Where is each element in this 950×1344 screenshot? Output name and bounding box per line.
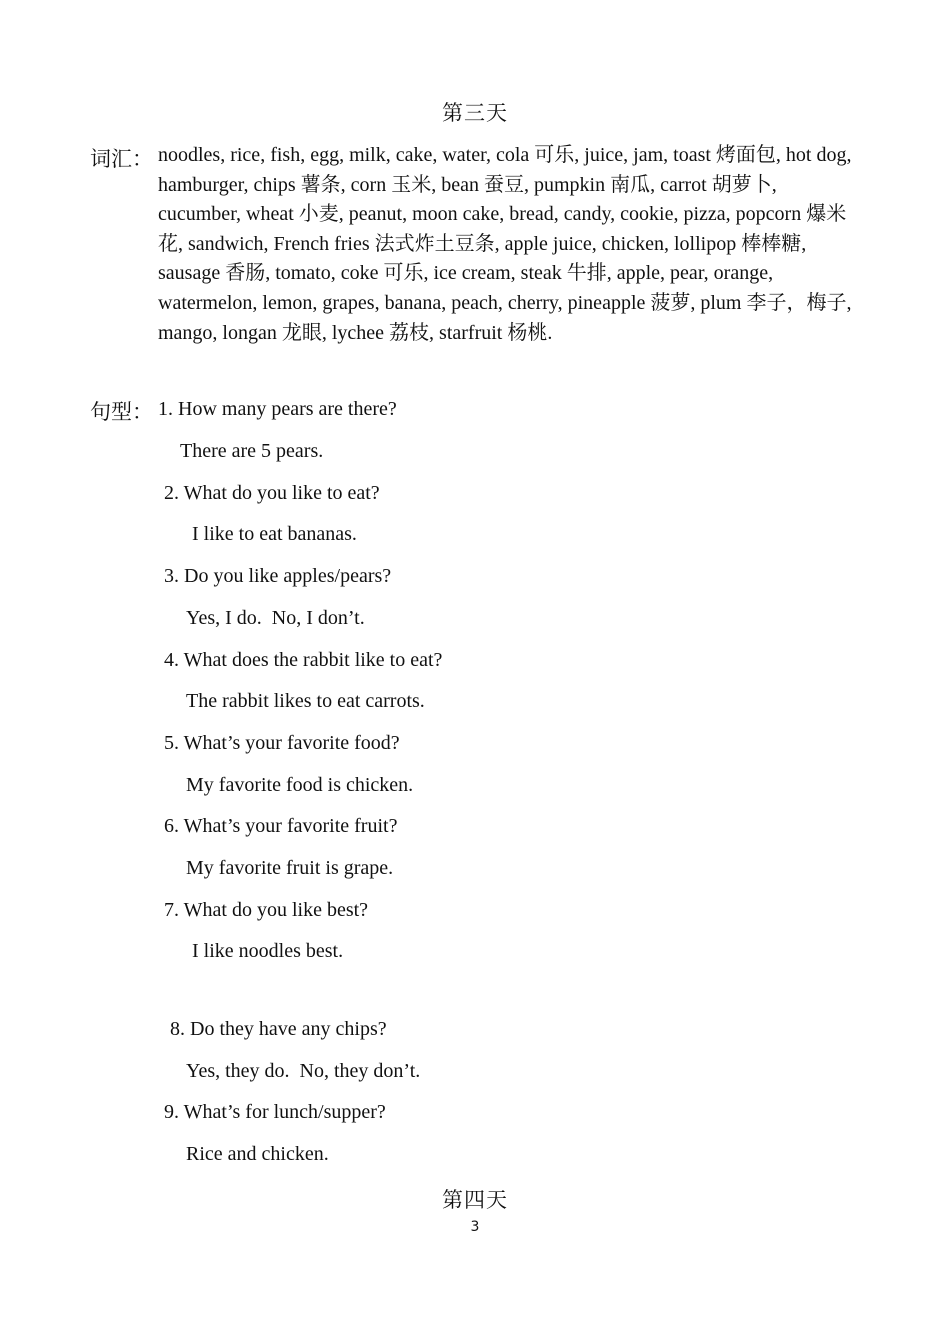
pattern-5-question: 5. What’s your favorite food? (164, 732, 400, 754)
pattern-9-answer: Rice and chicken. (186, 1143, 329, 1165)
pattern-label: 句型： (90, 400, 153, 424)
pattern-7-question: 7. What do you like best? (164, 899, 369, 921)
pattern-3-question: 3. Do you like apples/pears? (164, 565, 392, 587)
pattern-1-answer: There are 5 pears. (180, 440, 324, 462)
pattern-8-question: 8. Do they have any chips? (170, 1018, 387, 1040)
vocab-list: noodles, rice, fish, egg, milk, cake, water, cola 可乐, juice, jam, toast 烤面包, hot dog, hamburger, chips 薯条, corn 玉米, bean 蚕豆, pumpkin 南瓜, carrot 胡萝卜, cucumber, wheat 小麦, peanut, moon cake, bread, candy, cookie, pizza, popcorn 爆米花, sandwich, French fries 法式炸土豆条, apple juice, chicken, lollipop 棒棒糖, sausage 香肠, tomato, coke 可乐, ice cream, steak 牛排, apple, pear, orange, watermelon, lemon, grapes, banana, peach, cherry, pineapple 菠萝, plum 李子，梅子, mango, longan 龙眼, lychee 荔枝, starfruit 杨桃. (158, 144, 852, 344)
pattern-1-question: 1. How many pears are there? (158, 398, 397, 420)
pattern-2-answer: I like to eat bananas. (192, 523, 357, 545)
pattern-4-answer: The rabbit likes to eat carrots. (186, 690, 425, 712)
page-number: 3 (470, 1219, 480, 1235)
pattern-9-question: 9. What’s for lunch/supper? (164, 1101, 386, 1123)
day3-heading: 第三天 (442, 101, 508, 125)
pattern-6-question: 6. What’s your favorite fruit? (164, 815, 398, 837)
pattern-5-answer: My favorite food is chicken. (186, 774, 414, 796)
pattern-3-answer: Yes, I do. No, I don’t. (186, 607, 365, 629)
pattern-7-answer: I like noodles best. (192, 940, 344, 962)
pattern-6-answer: My favorite fruit is grape. (186, 857, 394, 879)
pattern-8-answer: Yes, they do. No, they don’t. (186, 1060, 421, 1082)
vocab-label: 词汇： (90, 147, 153, 171)
pattern-4-question: 4. What does the rabbit like to eat? (164, 649, 443, 671)
day4-heading: 第四天 (442, 1188, 508, 1212)
pattern-2-question: 2. What do you like to eat? (164, 482, 380, 504)
